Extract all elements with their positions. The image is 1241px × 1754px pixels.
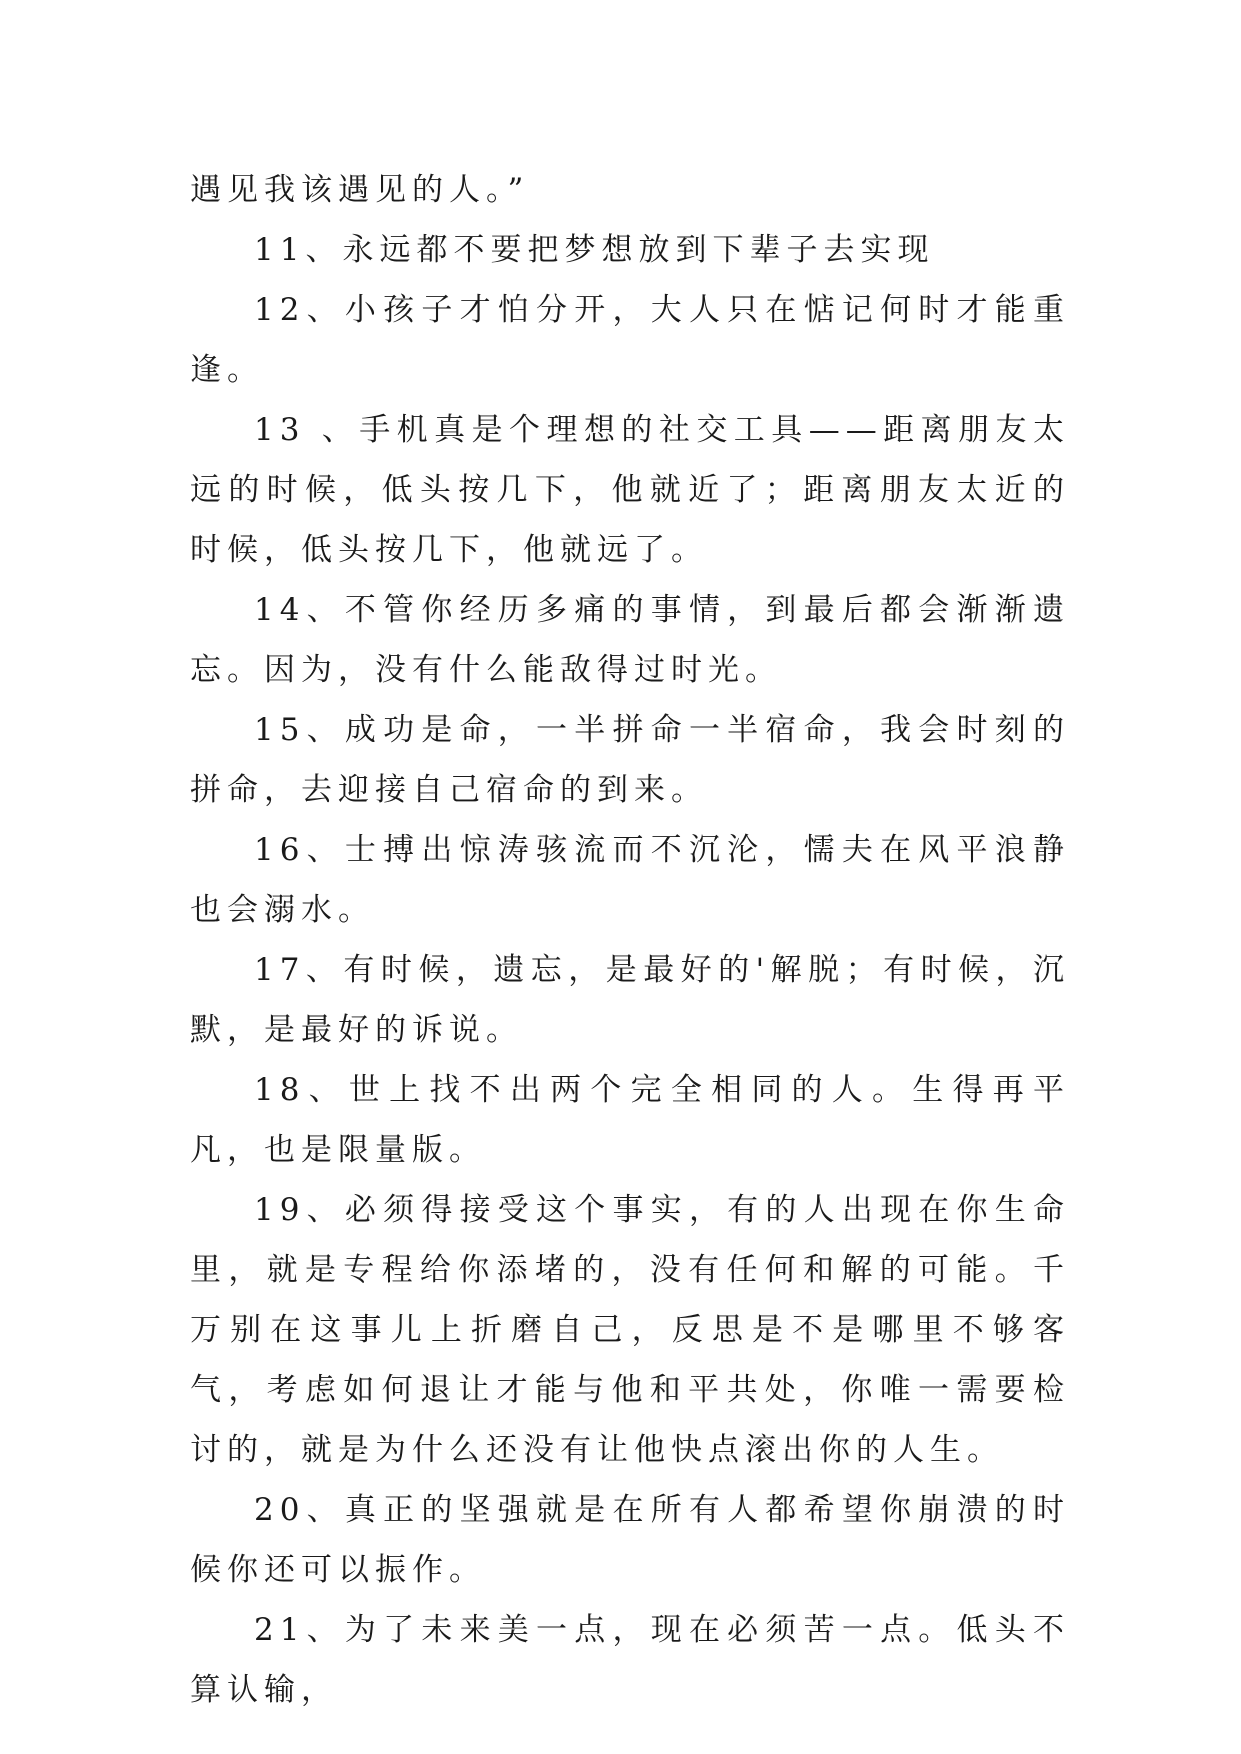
paragraph-20: 20、真正的坚强就是在所有人都希望你崩溃的时候你还可以振作。 — [190, 1492, 1070, 1588]
paragraph-18: 18、世上找不出两个完全相同的人。生得再平凡，也是限量版。 — [190, 1072, 1070, 1168]
document-page — [190, 160, 1070, 1720]
paragraph-15: 15、成功是命，一半拼命一半宿命，我会时刻的拼命，去迎接自己宿命的到来。 — [190, 712, 1070, 808]
paragraph-14: 14、不管你经历多痛的事情，到最后都会渐渐遗忘。因为，没有什么能敌得过时光。 — [190, 592, 1070, 688]
paragraph-11: 11、永远都不要把梦想放到下辈子去实现 — [254, 232, 935, 268]
paragraph-13: 13 、手机真是个理想的社交工具——距离朋友太远的时候，低头按几下，他就近了；距离朋友太近的时候，低头按几下，他就远了。 — [190, 412, 1070, 568]
paragraph-19: 19、必须得接受这个事实，有的人出现在你生命里，就是专程给你添堵的，没有任何和解的可能。千万别在这事儿上折磨自己，反思是不是哪里不够客气，考虑如何退让才能与他和平共处，你唯一需要检讨的，就是为什么还没有让他快点滚出你的人生。 — [190, 1192, 1070, 1468]
paragraph-17: 17、有时候，遗忘，是最好的'解脱；有时候，沉默，是最好的诉说。 — [190, 952, 1070, 1048]
paragraph-12: 12、小孩子才怕分开，大人只在惦记何时才能重逢。 — [190, 292, 1070, 388]
paragraph-continuation: 遇见我该遇见的人。” — [190, 172, 530, 208]
paragraph-21: 21、为了未来美一点，现在必须苦一点。低头不算认输， — [190, 1612, 1070, 1708]
paragraph-16: 16、士搏出惊涛骇流而不沉沦，懦夫在风平浪静也会溺水。 — [190, 832, 1070, 928]
